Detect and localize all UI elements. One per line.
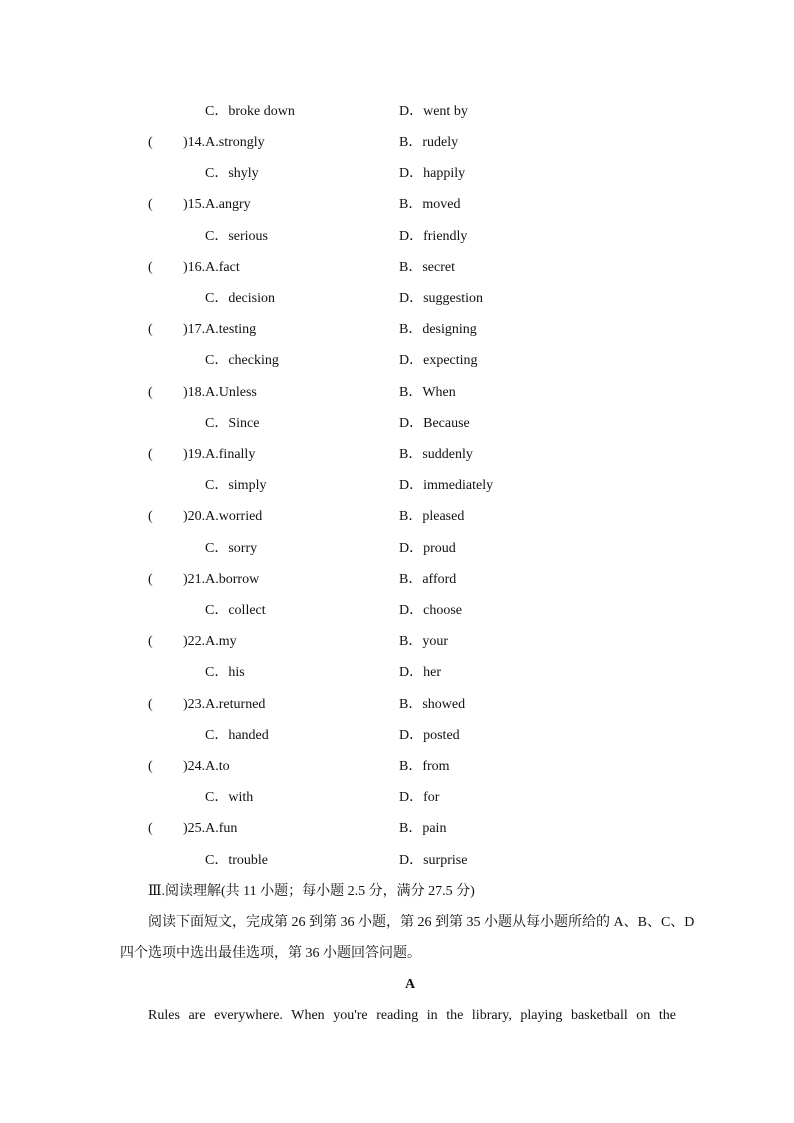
option-c: C．checking xyxy=(205,353,279,369)
question-number-option-a: )19.A.finally xyxy=(183,447,256,462)
option-d: D．went by xyxy=(399,104,468,119)
option-c: C．decision xyxy=(205,291,275,306)
option-d: D．friendly xyxy=(399,228,468,244)
option-b: B．from xyxy=(399,759,450,774)
question-number-option-a: )16.A.fact xyxy=(183,259,240,275)
option-d: D．for xyxy=(399,790,440,806)
question-number-option-a: )25.A.fun xyxy=(183,821,238,837)
option-c: C．with xyxy=(205,790,254,806)
answer-blank-open[interactable]: ( xyxy=(148,571,153,587)
answer-blank-open[interactable]: ( xyxy=(148,322,153,338)
answer-blank-open[interactable]: ( xyxy=(148,634,153,650)
section-heading: Ⅲ.阅读理解(共 11 小题；每小题 2.5 分，满分 27.5 分) xyxy=(148,884,475,899)
instructions-line-1: 阅读下面短文，完成第 26 到第 36 小题，第 26 到第 35 小题从每小题所给的 A、B、C、D xyxy=(148,915,695,930)
question-number-option-a: )21.A.borrow xyxy=(183,571,260,587)
question-number-option-a: )23.A.returned xyxy=(183,696,266,712)
option-d: D．immediately xyxy=(399,478,494,494)
option-b: B．pleased xyxy=(399,509,465,525)
option-c: C．his xyxy=(205,665,245,681)
option-c: C．simply xyxy=(205,478,267,494)
option-d: D．her xyxy=(399,665,441,681)
option-b: B．moved xyxy=(399,197,461,213)
answer-blank-open[interactable]: ( xyxy=(148,384,153,400)
option-b: B．rudely xyxy=(399,135,459,150)
answer-blank-open[interactable]: ( xyxy=(148,509,153,525)
answer-blank-open[interactable]: ( xyxy=(148,259,153,275)
question-number-option-a: )14.A.strongly xyxy=(183,135,265,150)
option-b: B．secret xyxy=(399,259,455,275)
passage-first-line: Rules are everywhere. When you're reading in the library, playing basketball on the xyxy=(148,1008,676,1023)
option-b: B．afford xyxy=(399,571,457,587)
option-d: D．Because xyxy=(399,415,470,431)
question-number-option-a: )17.A.testing xyxy=(183,322,257,338)
question-number-option-a: )24.A.to xyxy=(183,759,230,774)
option-c: C．collect xyxy=(205,603,266,618)
option-b: B．When xyxy=(399,384,456,400)
answer-blank-open[interactable]: ( xyxy=(148,759,153,774)
option-b: B．your xyxy=(399,634,448,650)
option-d: D．suggestion xyxy=(399,291,483,306)
option-d: D．posted xyxy=(399,727,460,743)
question-number-option-a: )20.A.worried xyxy=(183,509,263,525)
option-c: C．sorry xyxy=(205,540,258,556)
option-d: D．proud xyxy=(399,540,456,556)
option-b: B．designing xyxy=(399,322,477,338)
instructions-line-2: 四个选项中选出最佳选项，第 36 小题回答问题。 xyxy=(120,946,421,961)
option-c: C．Since xyxy=(205,415,260,431)
option-c: C．shyly xyxy=(205,166,259,182)
answer-blank-open[interactable]: ( xyxy=(148,821,153,837)
option-c: C．handed xyxy=(205,727,269,743)
answer-blank-open[interactable]: ( xyxy=(148,696,153,712)
answer-blank-open[interactable]: ( xyxy=(148,135,153,150)
option-b: B．showed xyxy=(399,696,466,712)
option-d: D．surprise xyxy=(399,852,468,868)
option-c: C．serious xyxy=(205,228,268,244)
answer-blank-open[interactable]: ( xyxy=(148,197,153,213)
passage-label: A xyxy=(404,977,416,992)
option-c: C．trouble xyxy=(205,852,268,868)
question-number-option-a: )15.A.angry xyxy=(183,197,251,213)
option-d: D．happily xyxy=(399,166,466,182)
option-b: B．suddenly xyxy=(399,447,473,462)
answer-blank-open[interactable]: ( xyxy=(148,447,153,462)
option-b: B．pain xyxy=(399,821,447,837)
option-d: D．expecting xyxy=(399,353,478,369)
option-d: D．choose xyxy=(399,603,462,618)
option-c: C．broke down xyxy=(205,104,295,119)
question-number-option-a: )22.A.my xyxy=(183,634,237,650)
question-number-option-a: )18.A.Unless xyxy=(183,384,257,400)
